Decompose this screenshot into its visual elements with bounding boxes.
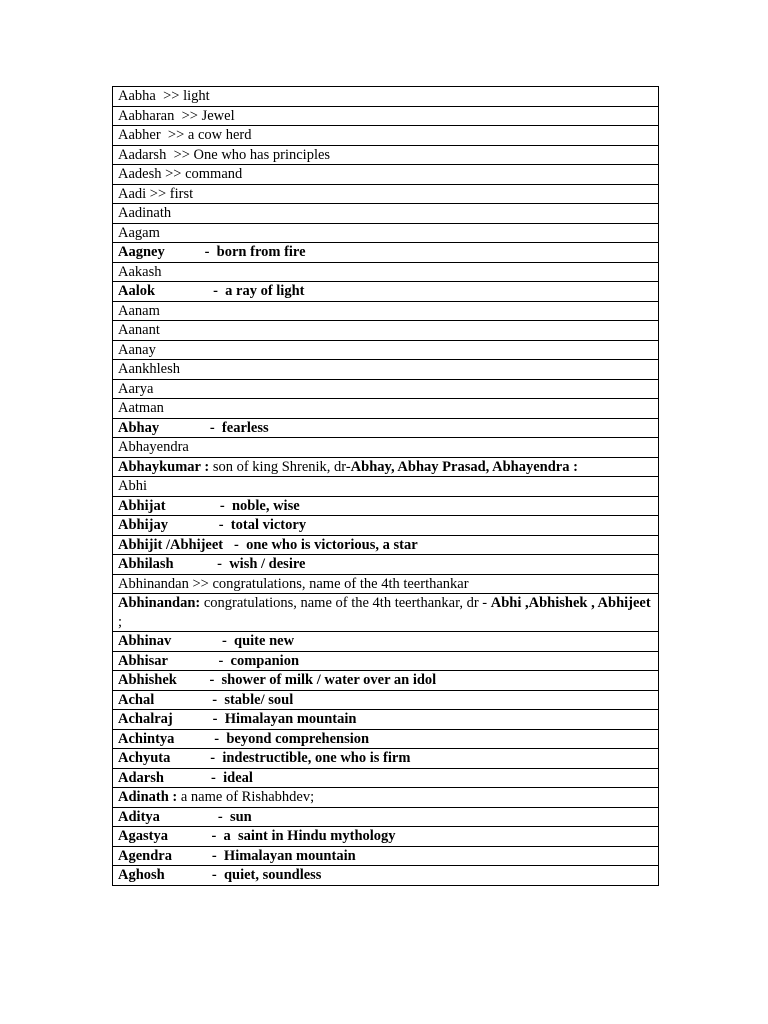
table-row [113,204,659,224]
table-row [113,223,659,243]
bold-text: Aagney - born from fire [118,244,306,260]
bold-text: Abhishek - shower of milk / water over an idol [118,672,437,688]
table-row [113,535,659,555]
name-cell [113,535,659,555]
table-row [113,827,659,847]
bold-text: Abhay - fearless [118,419,269,436]
table-row [113,788,659,808]
name-cell [113,126,659,146]
table-row [113,651,659,671]
name-cell [113,438,659,458]
bold-text: Adinath : [118,789,181,805]
plain-text: Abhinandan >> congratulations, name of the 4th teerthankar [118,575,469,592]
table-row [113,710,659,730]
bold-text: Achalraj - Himalayan mountain [118,711,357,727]
name-cell [113,145,659,165]
table-row [113,321,659,341]
bold-text: Abhinandan: [118,595,204,611]
table-row [113,632,659,652]
table-row [113,477,659,497]
table-row [113,165,659,185]
name-cell [113,690,659,710]
name-cell [113,710,659,730]
plain-text: Aabha >> light [118,88,210,104]
name-cell [113,301,659,321]
name-cell [113,651,659,671]
name-cell [113,87,659,107]
table-row [113,690,659,710]
name-cell [113,516,659,536]
plain-text: Abhi [118,478,147,494]
name-cell [113,749,659,769]
names-table [112,86,659,886]
bold-text: Achintya - beyond comprehension [118,730,370,747]
table-row [113,457,659,477]
name-cell [113,321,659,341]
table-row [113,729,659,749]
bold-text: Aditya - sun [118,808,252,825]
bold-text: Adarsh - ideal [118,769,253,786]
plain-text: a name of Rishabhdev; [180,789,315,805]
table-row [113,418,659,438]
bold-text: Abhilash - wish / desire [118,556,306,572]
plain-text: Abhayendra [118,439,189,455]
plain-text: Aanay [118,341,156,358]
name-cell [113,846,659,866]
table-row [113,496,659,516]
plain-text: congratulations, name of the 4th teerthankar, dr - [203,595,491,611]
table-row [113,768,659,788]
plain-text: Aabharan >> Jewel [118,107,235,124]
bold-text: Agendra - Himalayan mountain [118,847,356,864]
name-cell [113,477,659,497]
plain-text: Aanam [118,302,160,319]
bold-text: Abhinav - quite new [118,633,295,649]
plain-text: son of king Shrenik, dr- [212,458,351,475]
table-row [113,360,659,380]
plain-text: ; [118,595,655,630]
table-row [113,145,659,165]
plain-text: Aankhlesh [118,361,181,377]
plain-text: Aadi >> first [118,185,194,202]
table-row [113,846,659,866]
name-cell [113,106,659,126]
bold-text: Abhi ,Abhishek , Abhijeet [490,595,651,611]
table-row [113,87,659,107]
table-row [113,671,659,691]
table-row [113,555,659,575]
name-cell [113,574,659,594]
bold-text: Abhaykumar : [118,458,213,475]
plain-text: Aanant [118,322,160,338]
name-cell [113,671,659,691]
table-row [113,184,659,204]
table-row [113,340,659,360]
bold-text: Abhisar - companion [118,652,300,669]
table-row [113,301,659,321]
bold-text: Aalok - a ray of light [118,283,305,299]
bold-text: Aghosh - quiet, soundless [118,867,322,883]
plain-text: Aadinath [118,205,172,221]
name-cell [113,340,659,360]
table-row [113,574,659,594]
name-cell [113,788,659,808]
name-cell [113,457,659,477]
bold-text: Agastya - a saint in Hindu mythology [118,828,396,844]
table-row [113,282,659,302]
name-cell [113,632,659,652]
name-cell [113,165,659,185]
name-cell [113,204,659,224]
table-row [113,106,659,126]
name-cell [113,807,659,827]
plain-text: Aarya [118,380,154,397]
name-cell [113,729,659,749]
name-cell [113,262,659,282]
name-cell [113,418,659,438]
table-row [113,807,659,827]
table-row [113,379,659,399]
table-row [113,262,659,282]
table-row [113,243,659,263]
name-cell [113,496,659,516]
plain-text: Aadesh >> command [118,166,243,182]
table-row [113,126,659,146]
plain-text: Aadarsh >> One who has principles [118,146,331,163]
bold-text: Achal - stable/ soul [118,691,294,708]
table-row [113,749,659,769]
table-row [113,516,659,536]
name-cell [113,223,659,243]
name-cell [113,379,659,399]
name-cell [113,184,659,204]
table-row [113,399,659,419]
bold-text: Abhijit /Abhijeet - one who is victorious, a star [118,536,418,553]
name-cell [113,243,659,263]
name-cell [113,866,659,886]
plain-text: Aatman [118,400,164,416]
name-cell [113,282,659,302]
table-row [113,866,659,886]
table-row [113,438,659,458]
plain-text: Aakash [118,263,162,280]
plain-text: Aagam [118,224,160,241]
bold-text: Abhijat - noble, wise [118,497,300,514]
names-body [113,87,659,886]
bold-text: Abhijay - total victory [118,517,307,533]
table-row [113,594,659,632]
plain-text: Aabher >> a cow herd [118,127,252,143]
bold-text: Abhay, Abhay Prasad, Abhayendra : [350,458,578,475]
name-cell [113,827,659,847]
name-cell [113,594,659,632]
name-cell [113,360,659,380]
name-cell [113,399,659,419]
name-cell [113,768,659,788]
bold-text: Achyuta - indestructible, one who is firm [118,750,411,766]
name-cell [113,555,659,575]
